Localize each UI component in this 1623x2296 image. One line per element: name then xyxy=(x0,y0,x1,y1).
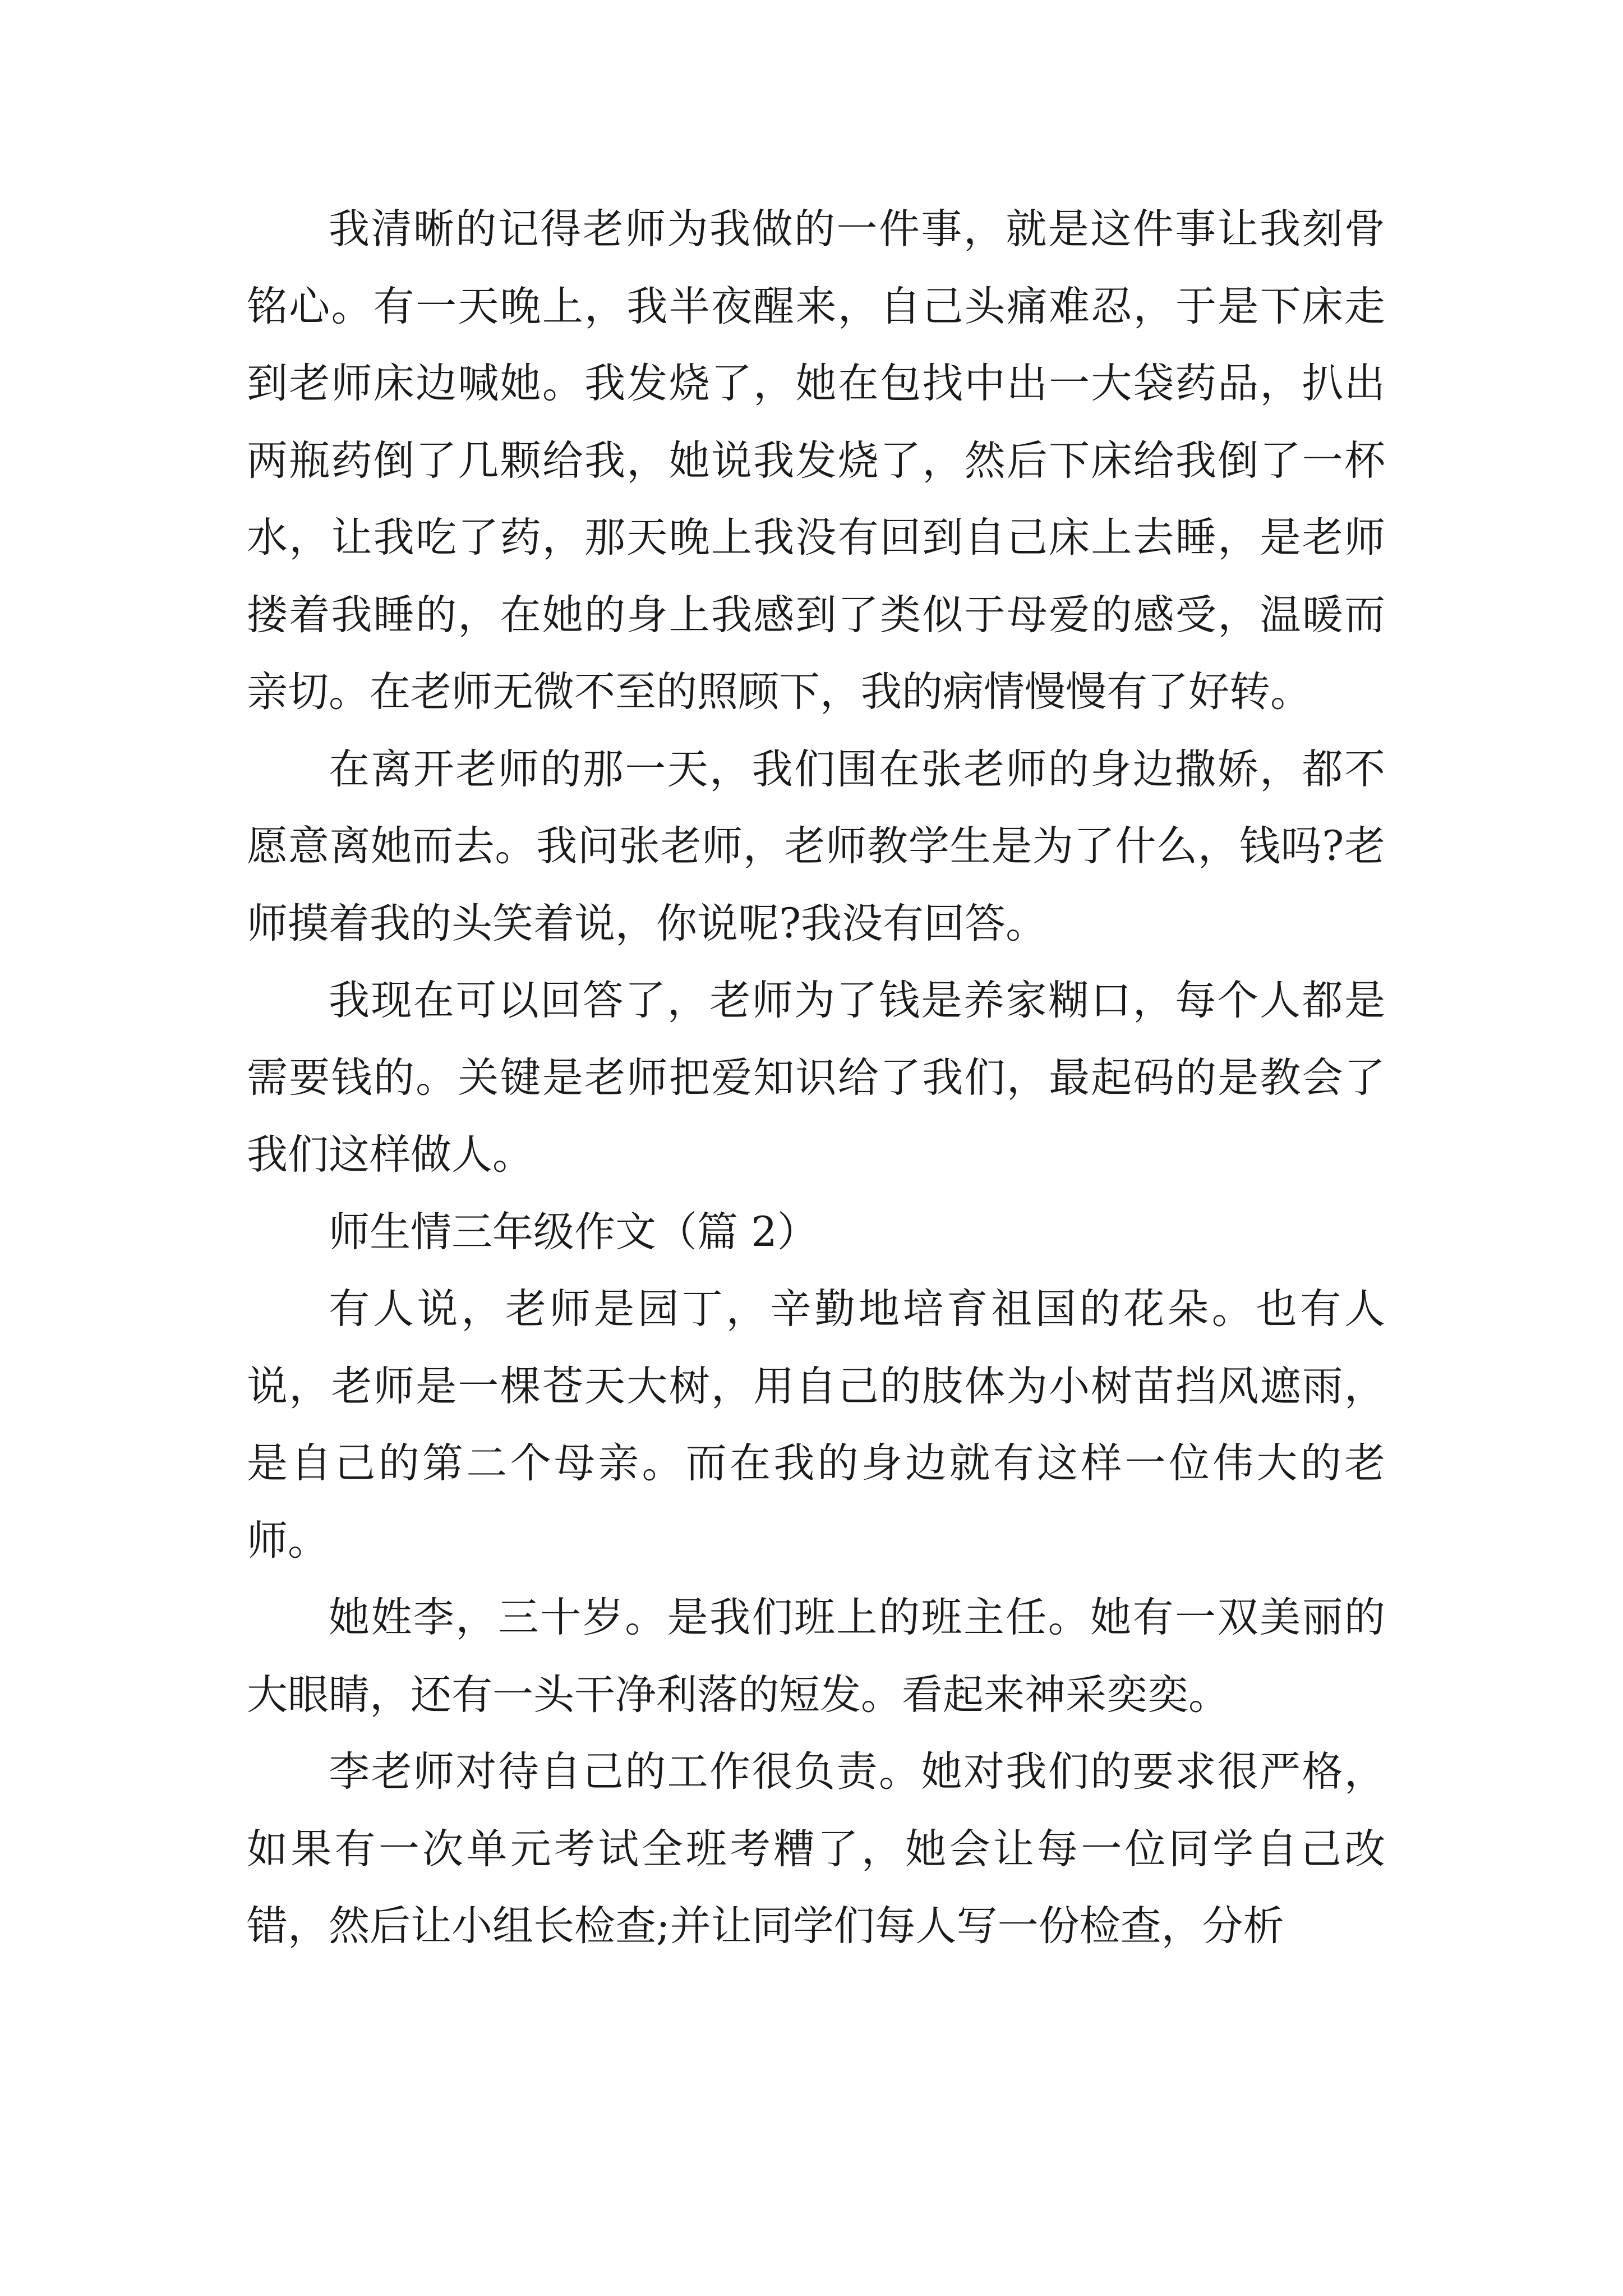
paragraph-teacher-care: 我清晰的记得老师为我做的一件事，就是这件事让我刻骨铭心。有一天晚上，我半夜醒来，自己头痛难忍，于是下床走到老师床边喊她。我发烧了，她在包找中出一大袋药品，扒出两瓶药倒了几颗给我，她说我发烧了，然后下床给我倒了一杯水，让我吃了药，那天晚上我没有回到自己床上去睡，是老师搂着我睡的，在她的身上我感到了类似于母爱的感受，温暖而亲切。在老师无微不至的照顾下，我的病情慢慢有了好转。 xyxy=(247,205,1385,716)
paragraph-answer: 我现在可以回答了，老师为了钱是养家糊口，每个人都是需要钱的。关键是老师把爱知识给了我们，最起码的是教会了我们这样做人。 xyxy=(247,977,1385,1179)
paragraph-responsibility: 李老师对待自己的工作很负责。她对我们的要求很严格，如果有一次单元考试全班考糟了，她会让每一位同学自己改错，然后让小组长检查;并让同学们每人写一份检查，分析 xyxy=(247,1748,1385,1950)
section-heading: 师生情三年级作文（篇 2） xyxy=(329,1208,818,1256)
paragraph-teacher-description: 她姓李，三十岁。是我们班上的班主任。她有一双美丽的大眼睛，还有一头干净利落的短发。看起来神采奕奕。 xyxy=(247,1594,1385,1719)
paragraph-leaving-day: 在离开老师的那一天，我们围在张老师的身边撒娇，都不愿意离她而去。我问张老师，老师教学生是为了什么，钱吗?老师摸着我的头笑着说，你说呢?我没有回答。 xyxy=(247,745,1385,947)
paragraph-gardener: 有人说，老师是园丁，辛勤地培育祖国的花朵。也有人说，老师是一棵苍天大树，用自己的肢体为小树苗挡风遮雨，是自己的第二个母亲。而在我的身边就有这样一位伟大的老师。 xyxy=(247,1285,1385,1565)
document-body xyxy=(247,191,1385,1965)
